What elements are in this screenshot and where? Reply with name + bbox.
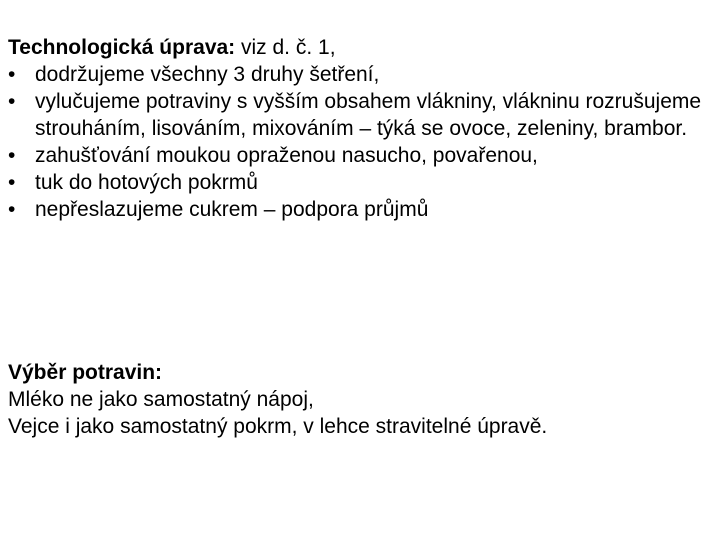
- bullet-icon: •: [8, 144, 16, 167]
- list-item-text: dodržujeme všechny 3 druhy šetření,: [35, 63, 380, 86]
- list-item-text: zahušťování moukou opraženou nasucho, povařenou,: [35, 144, 538, 167]
- list-item: [8, 169, 708, 196]
- list-item: [8, 196, 708, 223]
- bullet-icon: •: [8, 63, 16, 86]
- selection-heading-text: Výběr potravin:: [8, 361, 163, 384]
- list-item-text: nepřeslazujeme cukrem – podpora průjmů: [35, 198, 429, 221]
- section-heading-rest: viz d. č. 1,: [235, 36, 336, 59]
- list-item: [8, 142, 708, 169]
- section-heading: [8, 34, 708, 61]
- text-line: Vejce i jako samostatný pokrm, v lehce stravitelné úpravě.: [8, 415, 548, 438]
- technological-treatment-section: [8, 34, 708, 223]
- selection-heading: [8, 359, 713, 386]
- list-item-text: tuk do hotových pokrmů: [35, 171, 258, 194]
- list-item-text: vylučujeme potraviny s vyšším obsahem vlákniny, vlákninu rozrušujeme strouháním, lisováním, mixováním – týká se ovoce, zeleniny, brambor.: [35, 90, 702, 140]
- bullet-icon: •: [8, 171, 16, 194]
- bullet-icon: •: [8, 90, 16, 113]
- section-heading-bold: Technologická úprava:: [8, 36, 236, 59]
- bullet-icon: •: [8, 198, 16, 221]
- list-item: [8, 61, 708, 88]
- text-line: Mléko ne jako samostatný nápoj,: [8, 388, 314, 411]
- list-item: [8, 88, 708, 142]
- bullet-list: [8, 61, 708, 223]
- food-selection-section: [8, 359, 713, 440]
